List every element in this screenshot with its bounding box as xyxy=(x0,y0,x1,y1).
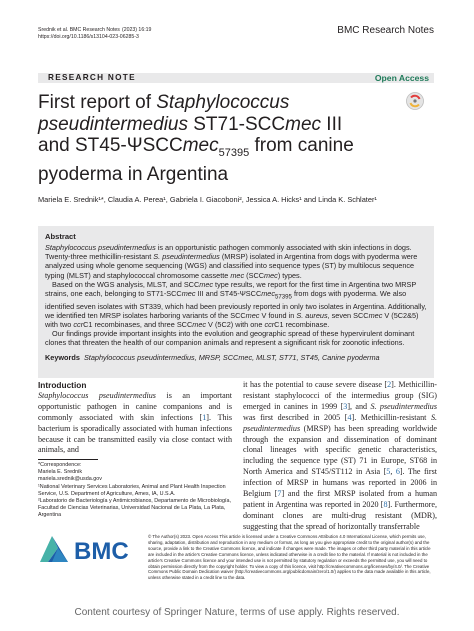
keywords: Keywords Staphylococcus pseudintermedius, MRSP, SCCmec, MLST, ST71, ST45, Canine pyoderma xyxy=(45,352,380,362)
citation-line: Srednik et al. BMC Research Notes xyxy=(38,27,120,33)
intro-paragraph-continued: it has the potential to cause severe disease [2]. Methicillin-resistant staphylococci of the intermedius group (SIG) emerged in canines in 1999 [3], and S. pseudintermedius was first described in 2005 [4]. Methicillin-resistant S. pseudintermedius (MRSP) has been spreading worldwide through the expansion and dissemination of dominant clonal lineages with specific genetic characteristics, including the sequence type (ST) 71 in Europe, ST68 in North America and ST45/ST112 in Asia [5, 6]. The first infection of MRSP in humans was reported in 2006 in Belgium [7] and the first MRSP isolated from a human patient in Argentina was reported in 2020 [8]. Furthermore, dominant clones are multi-drug resistant (MDR), suggesting that the spread of horizontally transferrable xyxy=(243,380,438,531)
ref-link[interactable]: 6 xyxy=(395,467,400,477)
ref-link[interactable]: 4 xyxy=(347,412,352,422)
article-type-label: RESEARCH NOTE xyxy=(48,73,136,82)
bmc-logo-text: BMC xyxy=(74,538,129,565)
section-heading-introduction: Introduction xyxy=(38,380,87,390)
bmc-logo-mark-icon xyxy=(38,532,142,566)
license-text: © The Author(s) 2023. Open Access This article is licensed under a Creative Commons Attribution 4.0 International License, which permits use, sharing, adaptation, distribution and reproduction in any medium or format, as long as you give appropriate credit to the original author(s) and the source, provide a link to the Creative Commons licence, and indicate if changes were made. The images or other third party material in this article are included in the article's Creative Commons licence, unless indicated otherwise in a credit line to the material. If material is not included in the article's Creative Commons licence and your intended use is not permitted by statutory regulation or exceeds the permitted use, you will need to obtain permission directly from the copyright holder. To view a copy of this licence, visit http://creativecommons.org/licenses/by/4.0/. The Creative Commons Public Domain Dedication waiver (http://creativecommons.org/publicdomain/zero/1.0/) applies to the data made available in this article, unless otherwise stated in a credit line to the data. xyxy=(148,534,431,581)
content-notice: Content courtesy of Springer Nature, terms of use apply. Rights reserved. xyxy=(74,607,400,618)
correspondence-footnote: *Correspondence: Mariela E. Srednik mariela.srednik@usda.gov ¹National Veterinary Services Laboratories, Animal and Plant Health Inspection Service, U.S. Department of Agriculture, Ames, IA, U.S.A. ²Laboratorio de Bacteriología y Antimicrobianos, Departamento de Microbiología, Facultad de Ciencias Veterinarias, Universidad Nacional de La Plata, La Plata, Argentina xyxy=(38,462,231,519)
ref-link[interactable]: 5 xyxy=(386,467,391,477)
year-page: (2023) 16:19 xyxy=(122,27,152,33)
doi-link[interactable]: https://doi.org/10.1186/s13104-023-06285-3 xyxy=(38,34,139,41)
abstract-results: Based on the WGS analysis, MLST, and SCCmec type results, we report for the first time in Argentina two MRSP strains, one each, belonging to ST71-SCCmec III and ST45-ΨSCCmec$_{57395}$ from dogs with pyoderma. We also identified seven isolates with ST339, which had been previously reported in only two isolates in Argentina. Additionally, we identified ten MRSP isolates harboring variants of the SCCmec V found in S. aureus, seven SCCmec V (5C2&5) with two ccrC1 recombinases, and three SCCmec V (5C2) with one ccrC1 recombinase. xyxy=(45,279,427,330)
abstract-box xyxy=(38,226,434,378)
intro-paragraph: Staphylococcus pseudintermedius is an important opportunistic pathogen in canine companions and is commonly associated with skin infections [1]. This bacterium is sporadically associated with human infections because it can be transmitted easily via close contact with animals, and xyxy=(38,390,233,455)
email-link[interactable]: mariela.srednik@usda.gov xyxy=(38,476,102,483)
body-column-left xyxy=(38,380,232,456)
bmc-logo xyxy=(38,532,142,566)
affiliation-2: ²Laboratorio de Bacteriología y Antimicrobianos, Departamento de Microbiología, Facultad de Ciencias Veterinarias, Universidad Nacional de La Plata, La Plata, Argentina xyxy=(38,498,231,519)
article-title: First report of Staphylococcus pseudintermedius ST71-SCCmec III and ST45-ΨSCCmec$_{57395}$ from canine pyoderma in Argentina xyxy=(38,92,354,186)
open-access-label: Open Access xyxy=(374,73,429,83)
check-for-updates-button[interactable] xyxy=(402,90,428,116)
author-list: Mariela E. Srednik¹*, Claudia A. Perea¹, Gabriela I. Giacoboni², Jessica A. Hicks¹ and Linda K. Schlater¹ xyxy=(38,195,377,204)
body-column-right xyxy=(243,380,437,533)
ref-link[interactable]: 3 xyxy=(343,401,348,411)
ref-link[interactable]: 1 xyxy=(202,412,207,422)
journal-name: BMC Research Notes xyxy=(337,25,434,36)
affiliation-1: ¹National Veterinary Services Laboratories, Animal and Plant Health Inspection Service, U.S. Department of Agriculture, Ames, IA, U.S.A. xyxy=(38,483,226,497)
abstract-heading: Abstract xyxy=(45,232,76,241)
check-for-updates-icon xyxy=(402,90,428,116)
ref-link[interactable]: 2 xyxy=(387,380,392,389)
footnote-divider xyxy=(38,459,98,460)
abstract-background: Staphylococcus pseudintermedius is an opportunistic pathogen commonly associated with skin infections in dogs. Twenty-three methicillin-resistant S. pseudintermedius (MRSP) isolated in Argentina from dogs with pyoderma were analyzed using whole genome sequencing (WGS) and classified into sequence types (ST) by multilocus sequence typing (MLST) and staphylococcal chromosome cassette mec (SCCmec) types. xyxy=(45,243,418,280)
ref-link[interactable]: 8 xyxy=(383,499,388,509)
abstract-conclusion: Our findings provide important insights into the evolution and geographic spread of these hypervirulent dominant clones that threaten the health of our companion animals and represent a significant risk for zoonotic infections. xyxy=(45,329,415,348)
ref-link[interactable]: 7 xyxy=(277,489,282,499)
